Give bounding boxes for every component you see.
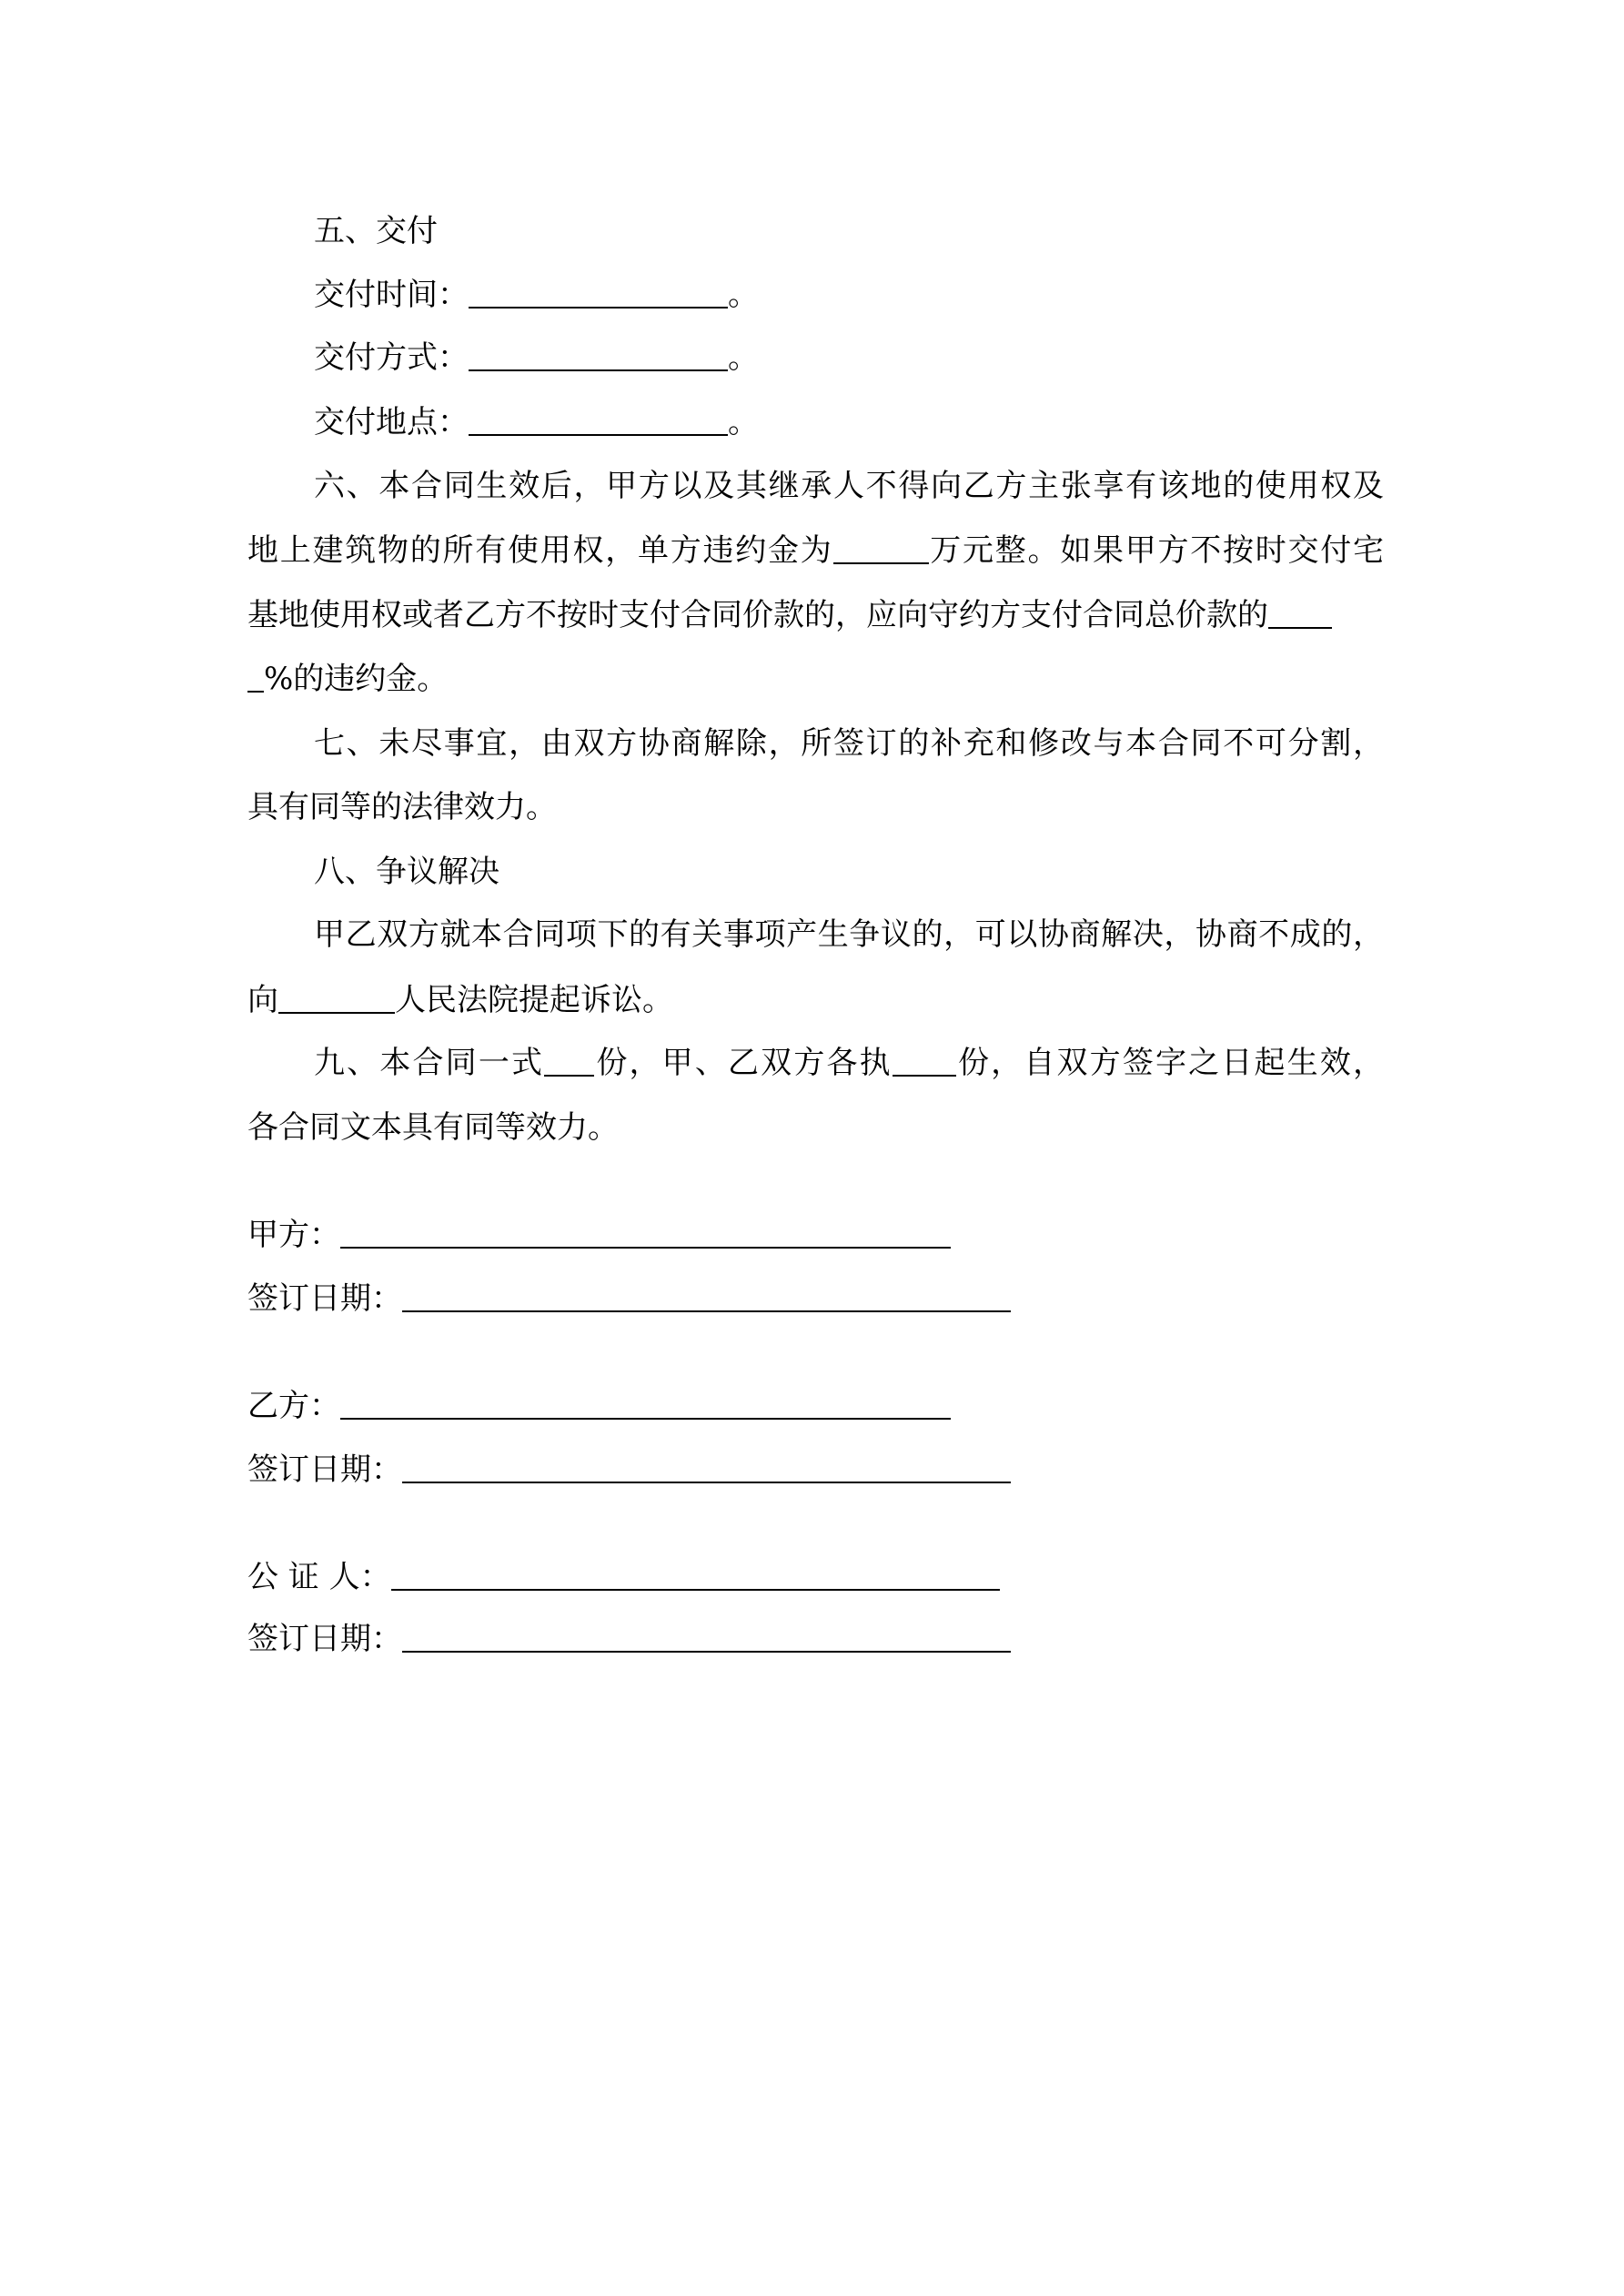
penalty-amount-blank — [833, 535, 929, 564]
section6-line4 — [247, 647, 448, 711]
sign-date-label: 签订日期： — [247, 1280, 402, 1317]
copies-total-blank — [544, 1047, 594, 1077]
section6-line2 — [247, 519, 1384, 582]
party-a-label: 甲方： — [247, 1217, 340, 1253]
party-b-date-line — [402, 1454, 1011, 1483]
text: 份，自双方签字之日起生效， — [955, 1045, 1385, 1081]
delivery-method-label: 交付方式： — [314, 339, 469, 376]
sign-date-label: 签订日期： — [247, 1451, 402, 1488]
section6-line3 — [247, 583, 1384, 647]
party-a-date-line — [402, 1283, 1011, 1312]
party-a-signature-line — [340, 1219, 951, 1249]
text: 份，甲、乙双方各执 — [594, 1045, 893, 1081]
text: 地上建筑物的所有使用权，单方违约金为 — [247, 532, 833, 569]
penalty-percent-blank-cont — [247, 663, 264, 693]
party-a-date — [247, 1267, 1011, 1330]
text: 基地使用权或者乙方不按时支付合同价款的，应向守约方支付合同总价款的 — [247, 597, 1268, 633]
notary-signature-line — [391, 1562, 1000, 1591]
notary-date — [247, 1607, 1011, 1671]
section9-line1 — [247, 1031, 1384, 1095]
party-a-signature — [247, 1203, 951, 1267]
section7-line2: 具有同等的法律效力。 — [247, 789, 557, 825]
section8-line1: 甲乙双方就本合同项下的有关事项产生争议的，可以协商解决，协商不成的， — [314, 916, 1384, 953]
section6-line1: 六、本合同生效后，甲方以及其继承人不得向乙方主张享有该地的使用权及 — [314, 468, 1384, 504]
period: 。 — [728, 404, 759, 440]
delivery-time-row — [247, 263, 759, 327]
section8-line2 — [247, 968, 673, 1032]
delivery-method-row — [247, 326, 759, 389]
penalty-percent-blank — [1268, 600, 1332, 629]
section7-line1: 七、未尽事宜，由双方协商解除，所签订的补充和修改与本合同不可分割， — [314, 725, 1384, 762]
text: 向 — [247, 982, 278, 1018]
notary-date-line — [402, 1623, 1011, 1653]
section9-line2: 各合同文本具有同等效力。 — [247, 1109, 619, 1146]
delivery-place-label: 交付地点： — [314, 404, 469, 440]
delivery-method-blank — [469, 342, 728, 371]
notary-label: 公 证 人： — [247, 1559, 391, 1595]
party-b-signature — [247, 1374, 951, 1438]
text: %的违约金。 — [264, 661, 449, 697]
party-b-label: 乙方： — [247, 1388, 340, 1424]
section5-heading: 五、交付 — [314, 213, 438, 249]
text: 人民法院提起诉讼。 — [395, 982, 673, 1018]
party-b-signature-line — [340, 1391, 951, 1420]
copies-each-blank — [893, 1047, 956, 1077]
party-b-date — [247, 1438, 1011, 1502]
section8-heading: 八、争议解决 — [314, 854, 499, 890]
delivery-place-blank — [469, 407, 728, 436]
period: 。 — [728, 277, 759, 313]
delivery-time-label: 交付时间： — [314, 277, 469, 313]
sign-date-label: 签订日期： — [247, 1621, 402, 1657]
notary-signature — [247, 1545, 1000, 1609]
text: 万元整。如果甲方不按时交付宅 — [928, 532, 1384, 569]
text: 九、本合同一式 — [314, 1045, 545, 1081]
delivery-time-blank — [469, 279, 728, 308]
court-blank — [278, 985, 395, 1014]
delivery-place-row — [247, 390, 759, 454]
period: 。 — [728, 339, 759, 376]
